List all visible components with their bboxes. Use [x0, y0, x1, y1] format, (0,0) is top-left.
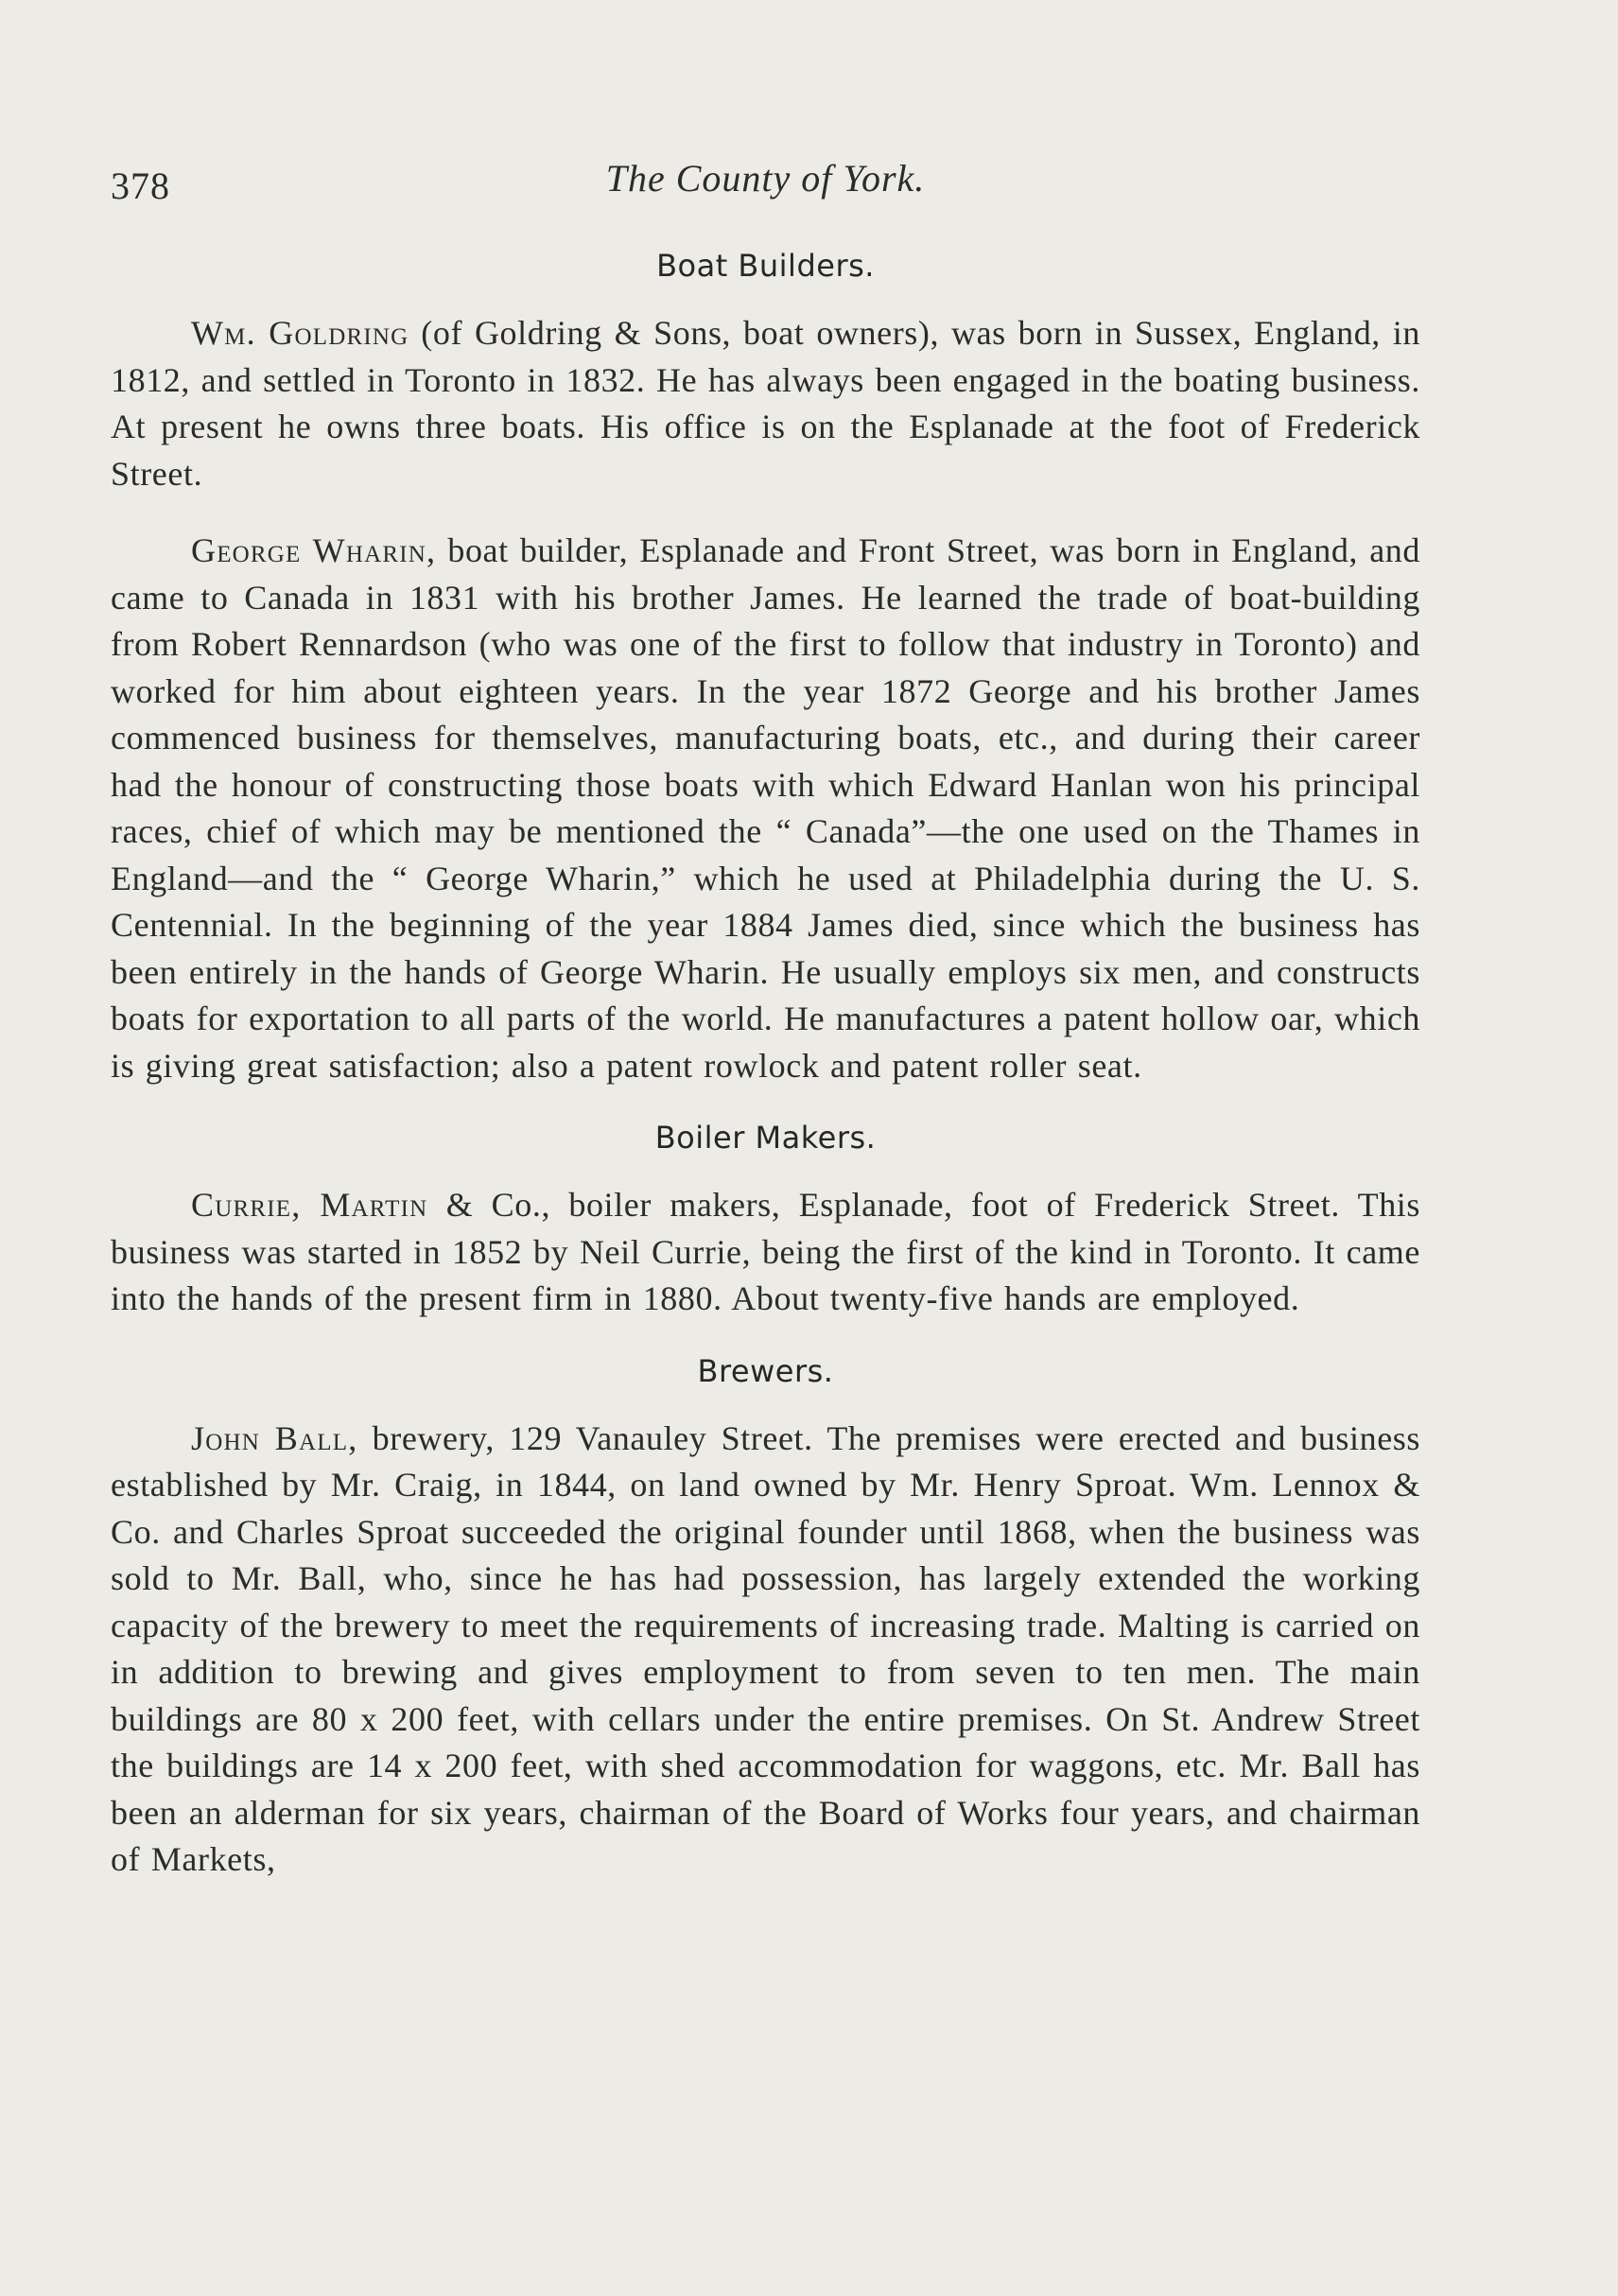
entry-lead: George Wharin, [191, 531, 437, 569]
entry-wharin [111, 528, 1420, 1089]
section-title: Boiler Makers. [654, 1120, 877, 1156]
entry-text: brewery, 129 Vanauley Street. The premises were erected and business established by Mr. Craig, in 1844, on land owned by Mr. Henry Sproat. Wm. Lennox & Co. and Charles Sproat succeeded the original founder until 1868, when the business was sold to Mr. Ball, who, since he has had possession, has largely extended the working capacity of the brewery to meet the requirements of increasing trade. Malting is carried on in addition to brewing and gives employment to from seven to ten men. The main buildings are 80 x 200 feet, with cellars under the entire premises. On St. Andrew Street the buildings are 14 x 200 feet, with shed accommodation for waggons, etc. Mr. Ball has been an alderman for six years, chairman of the Board of Works four years, and chairman of Markets, [111, 1418, 1420, 1878]
running-title: The County of York. [605, 157, 926, 200]
entry-text: boat builder, Esplanade and Front Street, was born in England, and came to Canada in 1831 with his brother James. He learned the trade of boat-building from Robert Rennardson (who was one of the first to follow that industry in Toronto) and worked for him about eighteen years. In the year 1872 George and his brother James commenced business for themselves, manufacturing boats, etc., and during their career had the honour of constructing those boats with which Edward Hanlan won his principal races, chief of which may be mentioned the “ Canada”—the one used on the Thames in England—and the “ George Wharin,” which he used at Philadelphia during the U. S. Centennial. In the beginning of the year 1884 James died, since which the business has been entirely in the hands of George Wharin. He usually employs six men, and constructs boats for exportation to all parts of the world. He manufactures a patent hollow oar, which is giving great satisfaction; also a patent rowlock and patent roller seat. [111, 531, 1420, 1085]
entry-lead: Wm. Goldring [191, 314, 409, 352]
page-body [111, 236, 1420, 1914]
section-title: Boat Builders. [656, 248, 875, 284]
section-title: Brewers. [697, 1352, 834, 1389]
section-brewers [111, 1353, 1420, 1884]
page-number: 378 [111, 165, 170, 207]
entry-lead: Currie, Martin [191, 1186, 428, 1224]
entry-lead: John Ball, [191, 1418, 358, 1457]
entry-goldring [111, 310, 1420, 497]
entry-text: (of Goldring & Sons, boat owners), was born in Sussex, England, in 1812, and settled in Toronto in 1832. He has always been engaged in the boating business. At present he owns three boats. His office is on the Esplanade at the foot of Frederick Street. [111, 314, 1420, 493]
section-boat-builders [111, 248, 1420, 1089]
entry-john-ball [111, 1416, 1420, 1884]
page-header [111, 156, 1420, 213]
entry-text: & Co., boiler makers, Esplanade, foot of Frederick Street. This business was started in 1852 by Neil Currie, being the first of the kind in Toronto. It came into the hands of the present firm in 1880. About twenty-five hands are employed. [111, 1186, 1421, 1317]
entry-currie-martin [111, 1182, 1420, 1323]
section-boiler-makers [111, 1120, 1420, 1323]
